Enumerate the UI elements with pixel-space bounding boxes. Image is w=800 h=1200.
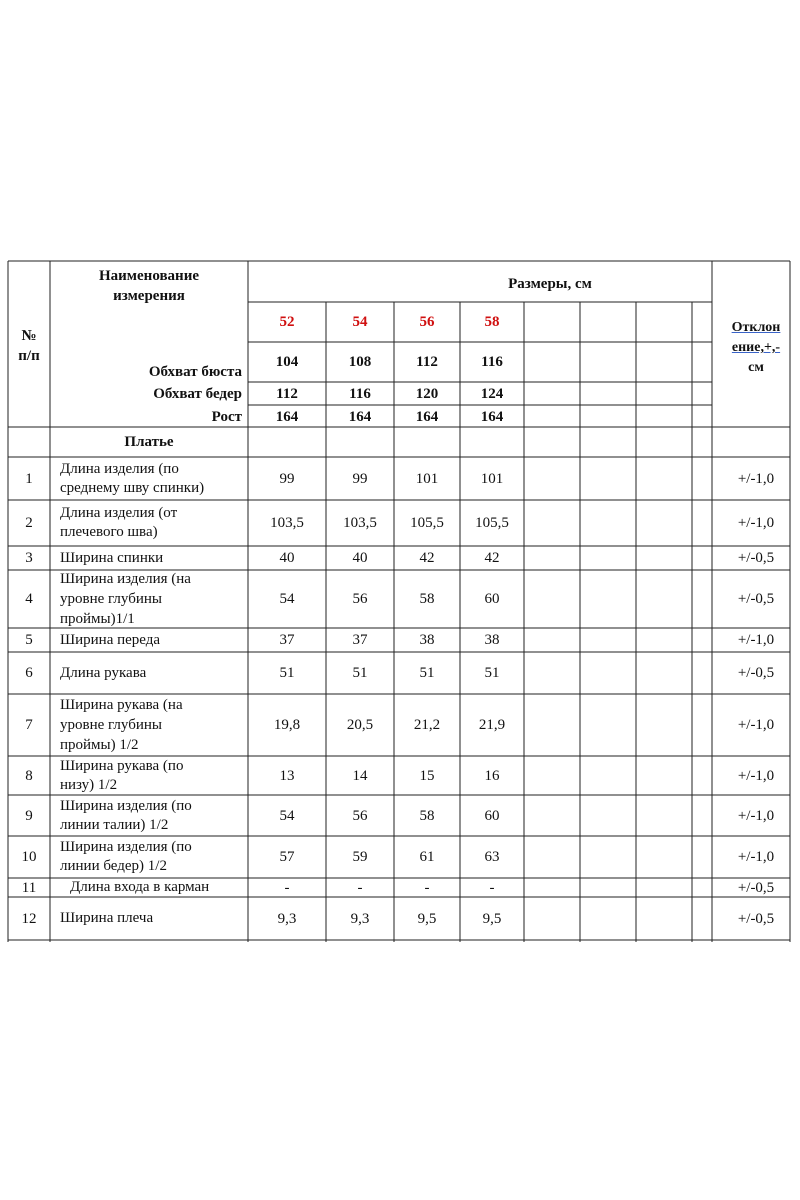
row-value: 40 bbox=[352, 550, 368, 566]
row-label: проймы) 1/2 bbox=[60, 737, 139, 753]
row-label: среднему шву спинки) bbox=[60, 479, 205, 496]
row-number: 8 bbox=[25, 767, 33, 784]
param-value: 164 bbox=[480, 409, 504, 425]
size-number: 58 bbox=[484, 314, 500, 330]
row-value: 51 bbox=[419, 665, 435, 681]
row-value: 9,5 bbox=[482, 910, 502, 927]
row-label: Ширина изделия (по bbox=[60, 797, 192, 814]
row-value: 57 bbox=[279, 849, 295, 865]
row-value: 21,9 bbox=[478, 717, 506, 733]
row-value: 105,5 bbox=[475, 515, 509, 531]
name-header-line1: Наименование bbox=[99, 268, 199, 284]
row-value: 103,5 bbox=[343, 515, 377, 531]
row-label: плечевого шва) bbox=[60, 524, 158, 540]
row-value: 51 bbox=[279, 665, 295, 681]
row-number: 4 bbox=[25, 591, 33, 607]
row-value: 21,2 bbox=[413, 717, 441, 733]
row-deviation: +/-0,5 bbox=[737, 879, 775, 896]
row-value: 38 bbox=[419, 632, 435, 648]
row-deviation: +/-1,0 bbox=[737, 515, 775, 531]
row-number: 1 bbox=[25, 470, 33, 487]
row-deviation: +/-0,5 bbox=[737, 910, 775, 927]
param-value: 124 bbox=[480, 386, 504, 402]
row-deviation: +/-1,0 bbox=[737, 470, 775, 487]
row-deviation: +/-0,5 bbox=[737, 591, 775, 607]
row-label: линии талии) 1/2 bbox=[60, 816, 169, 833]
row-value: 61 bbox=[419, 849, 435, 865]
row-value: 16 bbox=[484, 767, 500, 784]
row-value: 59 bbox=[352, 849, 368, 865]
row-deviation: +/-0,5 bbox=[737, 665, 775, 681]
param-value: 164 bbox=[415, 409, 439, 425]
row-value: 101 bbox=[415, 470, 439, 487]
row-number: 6 bbox=[25, 665, 33, 681]
row-value: - bbox=[284, 879, 290, 896]
row-deviation: +/-1,0 bbox=[737, 717, 775, 733]
row-label: Длина рукава bbox=[60, 664, 147, 681]
row-number: 5 bbox=[25, 632, 33, 648]
param-label: Обхват бедер bbox=[153, 386, 242, 402]
param-label: Рост bbox=[211, 409, 242, 425]
row-value: 54 bbox=[279, 807, 295, 824]
row-value: 40 bbox=[279, 550, 295, 566]
deviation-header-line2: ение,+,- bbox=[731, 340, 781, 355]
row-value: 14 bbox=[352, 767, 368, 784]
param-label: Обхват бюста bbox=[148, 364, 242, 380]
row-value: - bbox=[489, 879, 495, 896]
row-label: Длина входа в карман bbox=[70, 879, 210, 895]
row-value: 56 bbox=[352, 807, 368, 824]
row-value: 20,5 bbox=[346, 717, 374, 733]
row-value: 103,5 bbox=[270, 515, 304, 531]
row-value: 19,8 bbox=[273, 717, 301, 733]
row-label: Ширина плеча bbox=[60, 910, 154, 926]
row-deviation: +/-1,0 bbox=[737, 849, 775, 865]
row-label: Длина изделия (от bbox=[60, 505, 178, 521]
row-label: Ширина рукава (по bbox=[60, 757, 184, 774]
row-value: 51 bbox=[352, 665, 368, 681]
row-label: Ширина рукава (на bbox=[60, 697, 183, 713]
param-value: 104 bbox=[275, 354, 299, 370]
param-value: 108 bbox=[348, 354, 372, 370]
row-label: Ширина изделия (на bbox=[60, 571, 191, 587]
name-header bbox=[50, 266, 248, 306]
row-number: 7 bbox=[25, 717, 33, 733]
row-value: 54 bbox=[279, 591, 295, 607]
row-deviation: +/-0,5 bbox=[737, 550, 775, 566]
row-value: 56 bbox=[352, 591, 368, 607]
row-value: 58 bbox=[419, 591, 435, 607]
row-value: 38 bbox=[484, 632, 500, 648]
size-number: 54 bbox=[352, 314, 368, 330]
row-label: Длина изделия (по bbox=[60, 460, 179, 477]
row-value: 42 bbox=[484, 550, 500, 566]
row-value: 60 bbox=[484, 807, 500, 824]
row-label: проймы)1/1 bbox=[60, 611, 135, 627]
row-label: уровне глубины bbox=[60, 591, 162, 607]
param-value: 164 bbox=[275, 409, 299, 425]
row-number: 3 bbox=[25, 550, 33, 566]
row-label: Ширина изделия (по bbox=[60, 839, 192, 855]
row-value: 58 bbox=[419, 807, 435, 824]
row-value: 99 bbox=[279, 470, 295, 487]
name-header-line2: измерения bbox=[113, 288, 185, 304]
row-value: 37 bbox=[279, 632, 295, 648]
row-number: 10 bbox=[21, 849, 37, 865]
param-value: 164 bbox=[348, 409, 372, 425]
row-value: 101 bbox=[480, 470, 504, 487]
deviation-header bbox=[712, 318, 800, 378]
row-label: низу) 1/2 bbox=[60, 776, 118, 793]
row-value: 51 bbox=[484, 665, 500, 681]
row-value: 13 bbox=[279, 767, 295, 784]
row-value: 63 bbox=[484, 849, 500, 865]
row-value: 9,5 bbox=[417, 910, 437, 927]
size-number: 52 bbox=[279, 314, 295, 330]
number-header-line2: п/п bbox=[18, 348, 40, 364]
row-value: - bbox=[424, 879, 430, 896]
row-number: 2 bbox=[25, 515, 33, 531]
param-value: 120 bbox=[415, 386, 439, 402]
row-value: 9,3 bbox=[350, 910, 370, 927]
row-label: Ширина переда bbox=[60, 631, 161, 648]
param-value: 112 bbox=[276, 386, 298, 402]
row-value: 42 bbox=[419, 550, 435, 566]
deviation-header-line1: Отклон bbox=[731, 320, 781, 335]
row-value: 9,3 bbox=[277, 910, 297, 927]
number-header-line1: № bbox=[21, 328, 37, 344]
row-value: - bbox=[357, 879, 363, 896]
section-title: Платье bbox=[124, 434, 174, 450]
row-deviation: +/-1,0 bbox=[737, 767, 775, 784]
param-value: 112 bbox=[416, 354, 438, 370]
size-number: 56 bbox=[419, 314, 435, 330]
row-label: линии бедер) 1/2 bbox=[60, 858, 167, 874]
row-value: 37 bbox=[352, 632, 368, 648]
row-value: 99 bbox=[352, 470, 368, 487]
row-value: 15 bbox=[419, 767, 435, 784]
row-value: 105,5 bbox=[410, 515, 444, 531]
deviation-header-line3: см bbox=[748, 360, 764, 375]
param-value: 116 bbox=[481, 354, 503, 370]
row-number: 11 bbox=[21, 879, 37, 896]
number-header bbox=[8, 326, 50, 366]
row-number: 12 bbox=[21, 910, 37, 927]
row-number: 9 bbox=[25, 807, 33, 824]
row-label: уровне глубины bbox=[60, 717, 162, 733]
row-value: 60 bbox=[484, 591, 500, 607]
row-label: Ширина спинки bbox=[60, 549, 164, 566]
row-deviation: +/-1,0 bbox=[737, 807, 775, 824]
row-deviation: +/-1,0 bbox=[737, 632, 775, 648]
sizes-title: Размеры, см bbox=[508, 276, 592, 292]
param-value: 116 bbox=[349, 386, 371, 402]
